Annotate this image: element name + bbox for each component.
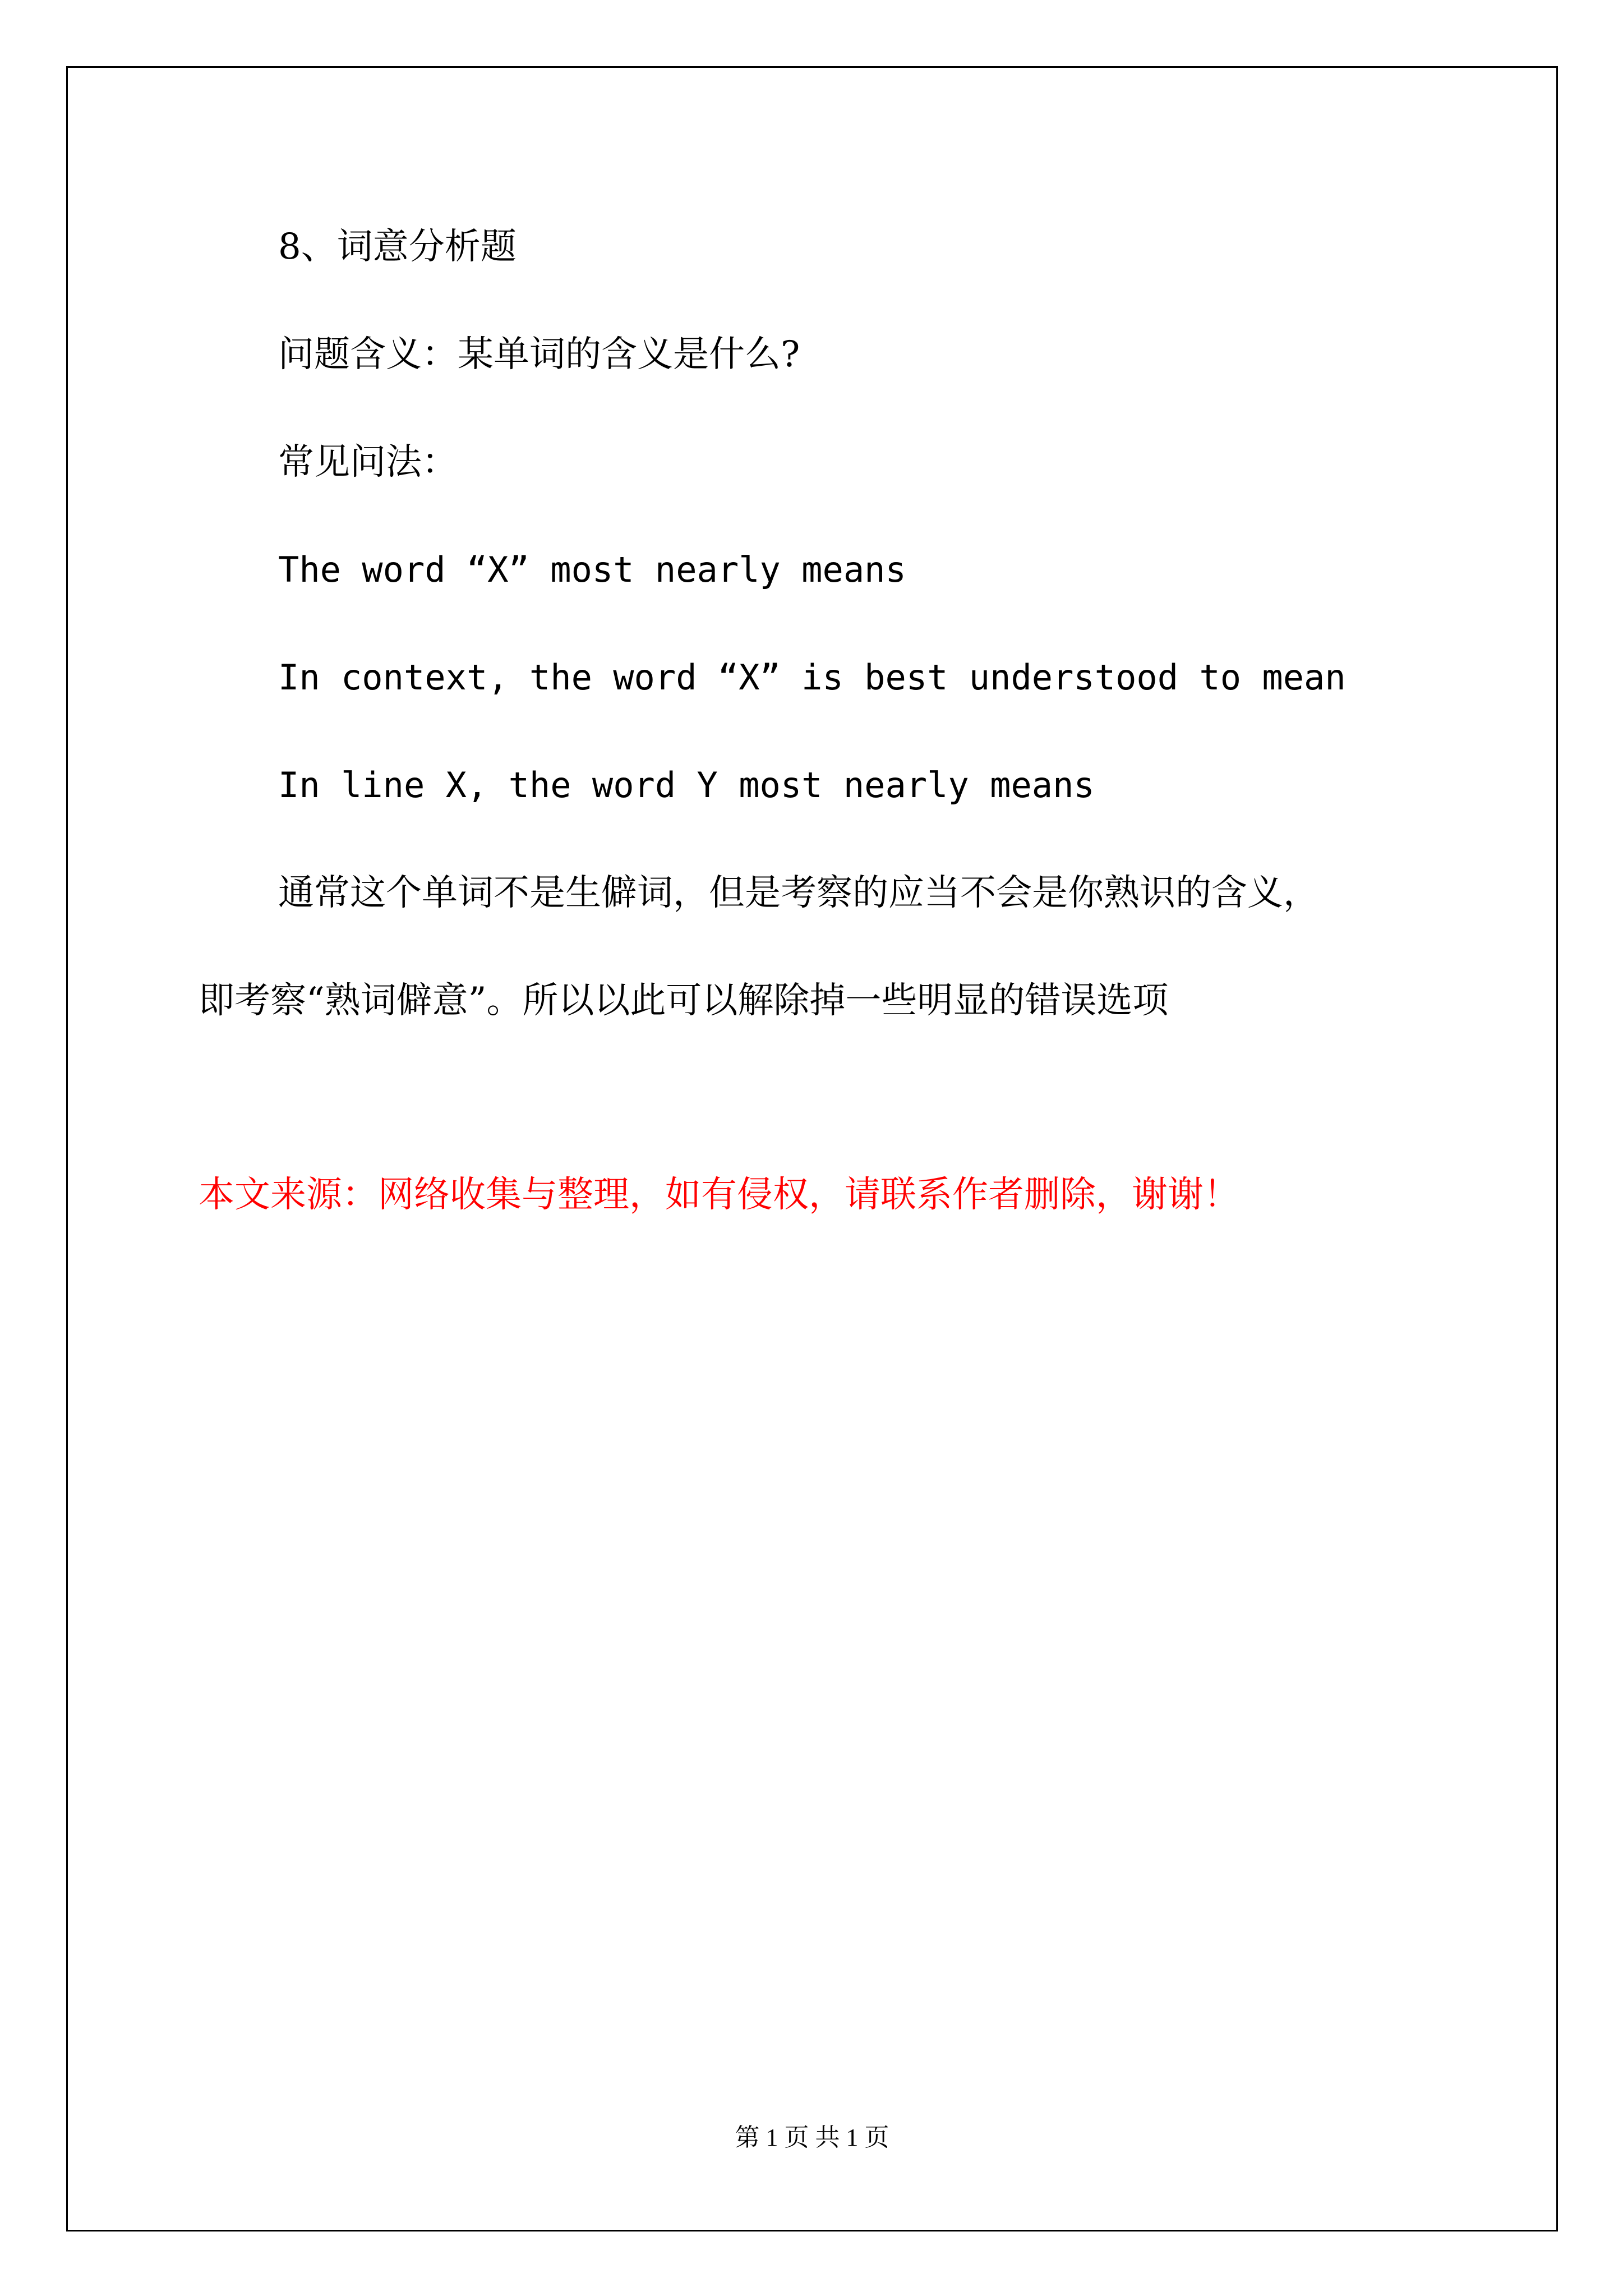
explanation-line-2: 即考察“熟词僻意”。所以以此可以解除掉一些明显的错误选项 (199, 980, 1169, 1022)
question-meaning: 问题含义：某单词的含义是什么? (278, 334, 800, 375)
section-heading: 8、词意分析题 (278, 226, 517, 268)
explanation-line-1: 通常这个单词不是生僻词，但是考察的应当不会是你熟识的含义， (278, 872, 1319, 914)
document-body (66, 66, 1558, 2231)
page-footer: 第 1 页 共 1 页 (735, 2124, 889, 2151)
source-notice: 本文来源：网络收集与整理，如有侵权，请联系作者删除，谢谢！ (199, 1174, 1239, 1216)
example-line-1: The word “X” most nearly means (278, 549, 906, 590)
example-line-3: In line X, the word Y most nearly means (278, 765, 1095, 806)
common-forms-label: 常见问法： (278, 441, 458, 483)
example-line-2: In context, the word “X” is best understood to mean (278, 657, 1346, 698)
